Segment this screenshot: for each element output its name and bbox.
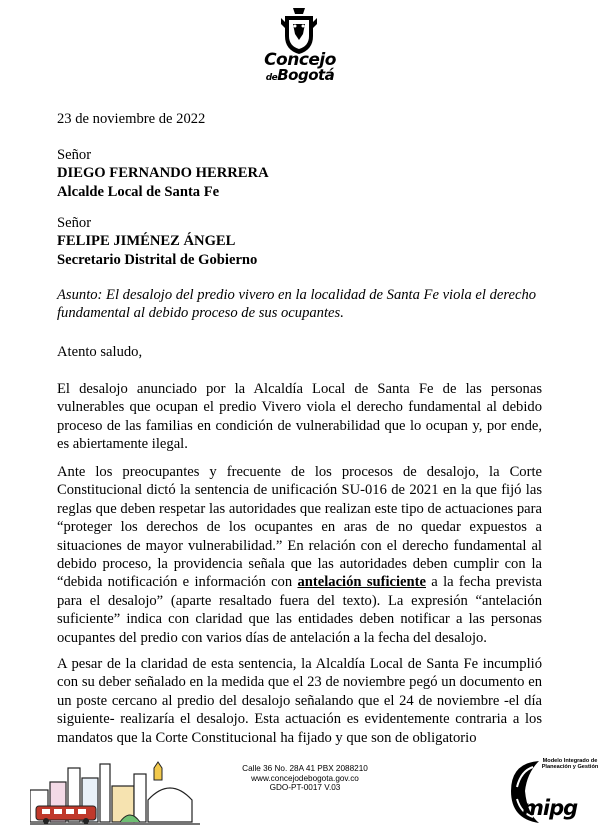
body-paragraph-2: Ante los preocupantes y frecuente de los procesos de desalojo, la Corte Constitucional dictó la sentencia de unificación SU-016 de 2021 en la que fijó las reglas que deben respetar las autoridades que realizan este tipo de actuaciones para “proteger los derechos de los ocupantes en aras de no quedar expuestos a situaciones de mayor vulnerabilidad.” En relación con el derecho fundamental al debido proceso, la providencia señala que las autoridades deben cumplir con la “debida notificación e información con antelación suficiente a la fecha prevista para el desalojo” (aparte resaltado fuera del texto). La expresión “antelación suficiente” indica con claridad que las entidades deben notificar a las personas ocupantes del predio con varios días de antelación a la fecha del desalojo.	[57, 464, 543, 646]
recipient-2	[57, 214, 542, 269]
footer-address: Calle 36 No. 28A 41 PBX 2088210	[242, 764, 368, 773]
concejo-bogota-logo	[240, 52, 360, 83]
recipient-salutation: Señor	[57, 215, 92, 231]
greeting: Atento saludo,	[57, 344, 143, 360]
recipient-role: Alcalde Local de Santa Fe	[57, 183, 220, 200]
body-paragraph-1: El desalojo anunciado por la Alcaldía Local de Santa Fe de las personas vulnerables que ocupan el predio Vivero viola el derecho fundamental al debido proceso de las familias en condición de vulnerabilidad que lo ocupan y, por ende, es abiertamente ilegal.	[57, 381, 542, 453]
recipient-salutation: Señor	[57, 147, 92, 163]
recipient-name: DIEGO FERNANDO HERRERA	[57, 165, 269, 182]
emphasis-antelacion: antelación suficiente	[297, 574, 426, 591]
logo-line1: Concejo	[264, 50, 336, 70]
letterhead	[0, 0, 613, 100]
recipient-role: Secretario Distrital de Gobierno	[57, 251, 258, 268]
recipient-1	[57, 146, 542, 201]
letter-date: 23 de noviembre de 2022	[57, 111, 206, 127]
mipg-wordmark: mipg	[522, 796, 578, 820]
letter-subject: Asunto: El desalojo del predio vivero en la localidad de Santa Fe viola el derecho fundamental al debido proceso de sus ocupantes.	[57, 287, 537, 322]
bogota-skyline-illustration-icon	[30, 760, 200, 826]
body-paragraph-3: A pesar de la claridad de esta sentencia, la Alcaldía Local de Santa Fe incumplió con su deber señalado en la medida que el 23 de noviembre pegó un documento en un poste cercano al predio del desalojo señalando que el 24 de noviembre -el día siguiente- realizaría el desalojo. Esta actuación es evidentemente contraria a los mandatos que la Corte Constitucional ha fijado y que son de obligatorio	[57, 656, 542, 746]
footer-website: www.concejodebogota.gov.co	[251, 773, 359, 783]
footer-document-code: GDO-PT-0017 V.03	[269, 783, 341, 793]
mipg-caption: Modelo Integrado de Planeación y Gestión	[541, 758, 599, 771]
recipient-name: FELIPE JIMÉNEZ ÁNGEL	[57, 233, 236, 250]
logo-line2: deBogotá	[265, 66, 335, 84]
bogota-coat-of-arms-icon	[279, 6, 319, 56]
footer-contact	[230, 764, 380, 793]
